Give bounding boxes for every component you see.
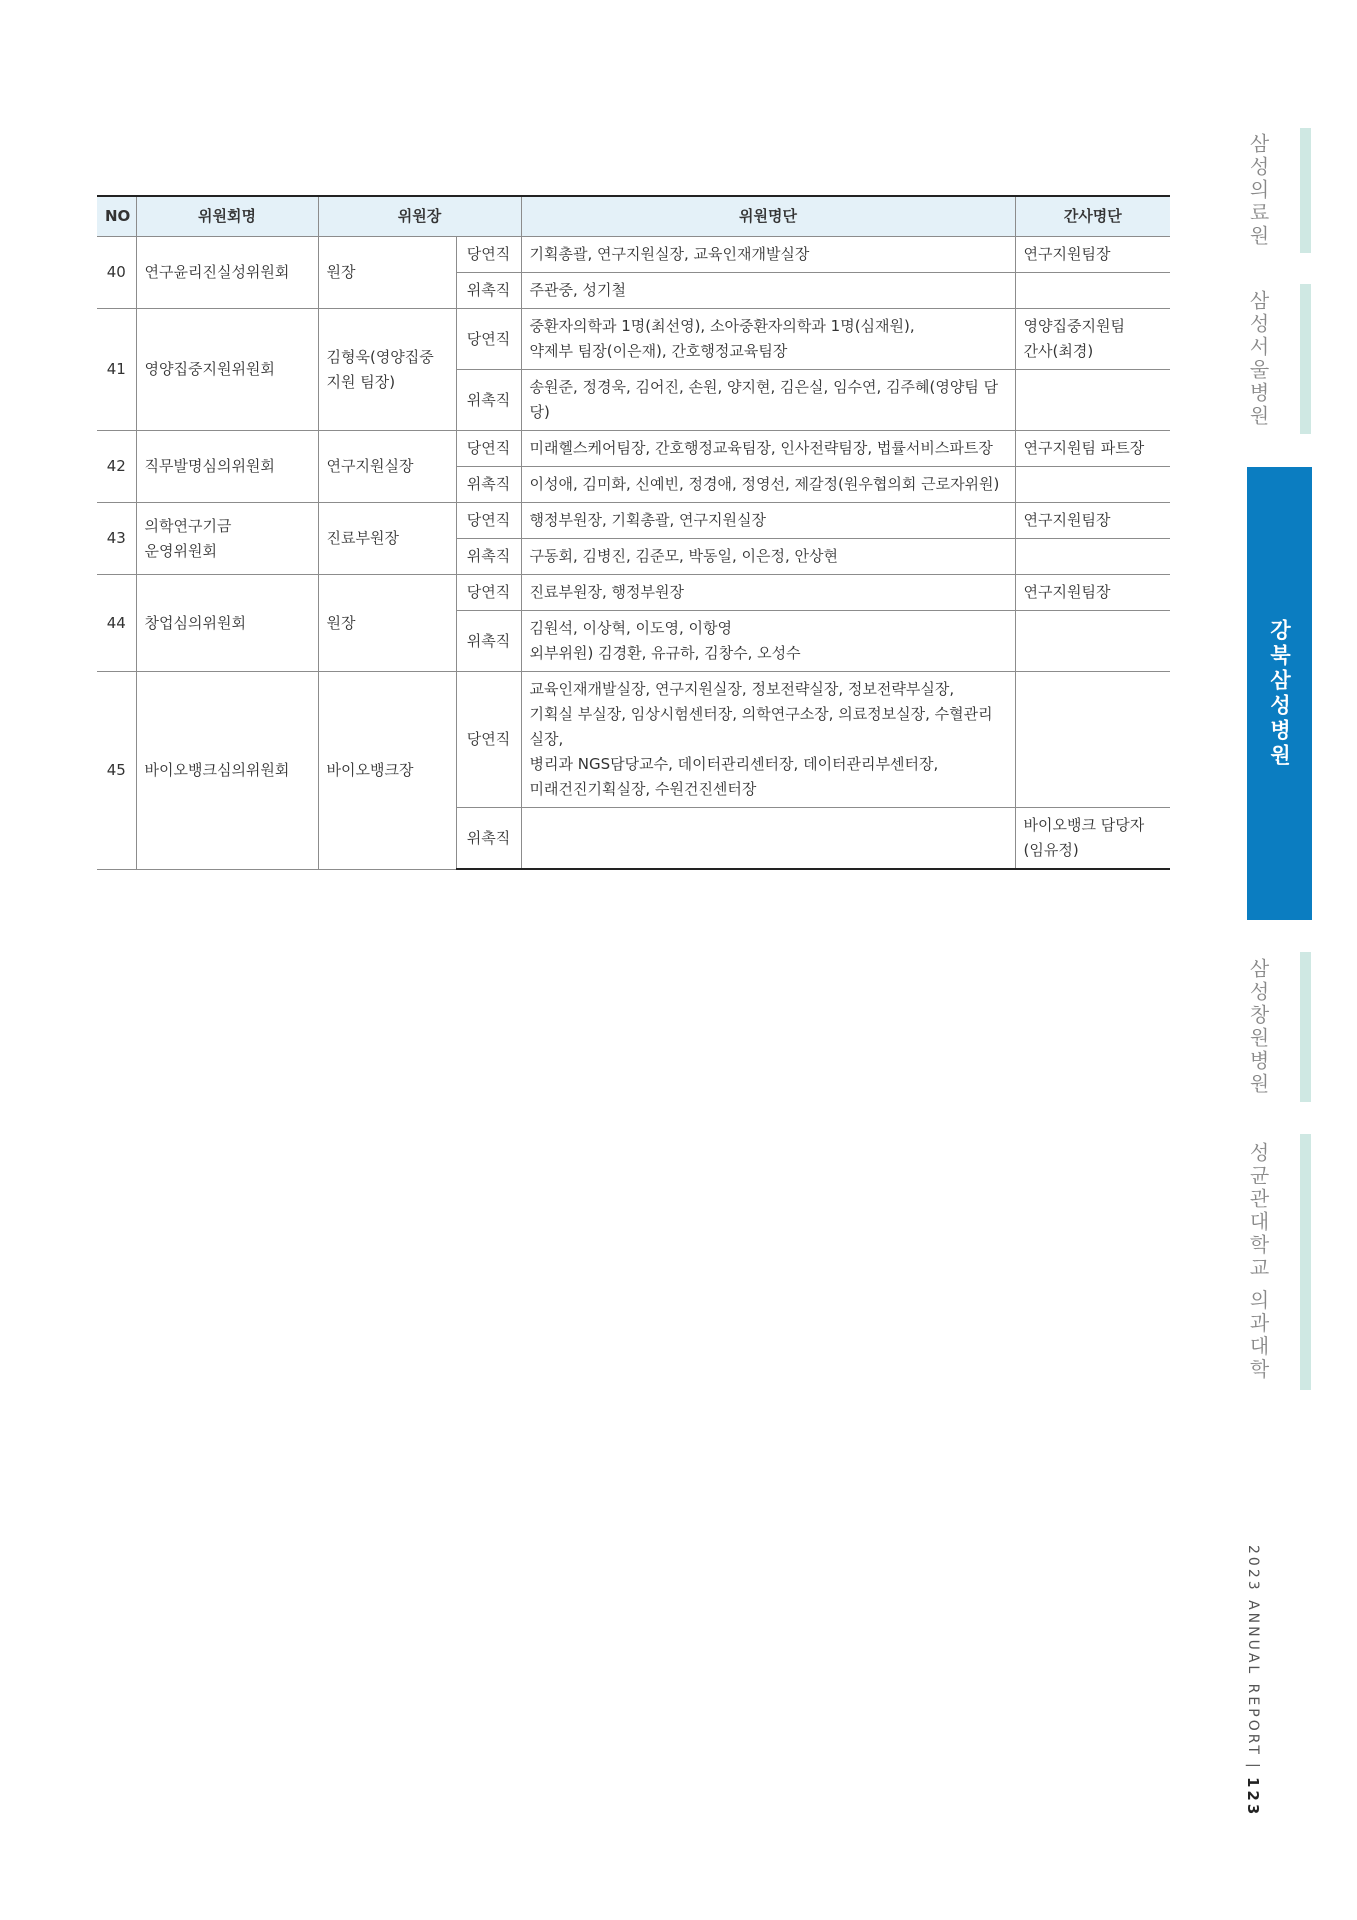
header-secretary: 간사명단 bbox=[1015, 196, 1170, 237]
member-type: 당연직 bbox=[456, 503, 521, 539]
secretary bbox=[1015, 370, 1170, 431]
member-type: 당연직 bbox=[456, 237, 521, 273]
committee-chair: 김형욱(영양집중 지원 팀장) bbox=[318, 309, 456, 431]
tab-label: 삼성창원병원 bbox=[1246, 958, 1270, 1096]
tab-samsung-seoul-hospital[interactable] bbox=[1233, 284, 1273, 434]
tab-indicator bbox=[1300, 1134, 1311, 1390]
member-list: 중환자의학과 1명(최선영), 소아중환자의학과 1명(심재원), 약제부 팀장(이은재), 간호행정교육팀장 bbox=[521, 309, 1015, 370]
secretary: 연구지원팀 파트장 bbox=[1015, 431, 1170, 467]
member-type: 당연직 bbox=[456, 431, 521, 467]
committee-chair: 원장 bbox=[318, 575, 456, 672]
member-list: 미래헬스케어팀장, 간호행정교육팀장, 인사전략팀장, 법률서비스파트장 bbox=[521, 431, 1015, 467]
secretary: 영양집중지원팀 간사(최경) bbox=[1015, 309, 1170, 370]
page-number: 123 bbox=[1244, 1776, 1262, 1818]
member-list: 기획총괄, 연구지원실장, 교육인재개발실장 bbox=[521, 237, 1015, 273]
table-row bbox=[97, 431, 1170, 467]
member-list: 교육인재개발실장, 연구지원실장, 정보전략실장, 정보전략부실장, 기획실 부실장, 임상시험센터장, 의학연구소장, 의료정보실장, 수혈관리실장, 병리과 NGS담당교수, 데이터관리센터장, 데이터관리부센터장, 미래건진기획실장, 수원건진센터장 bbox=[521, 672, 1015, 808]
committee-chair: 원장 bbox=[318, 237, 456, 309]
secretary: 연구지원팀장 bbox=[1015, 503, 1170, 539]
committee-no: 41 bbox=[97, 309, 136, 431]
tab-indicator bbox=[1300, 952, 1311, 1102]
tab-label: 강북삼성병원 bbox=[1267, 618, 1292, 769]
secretary bbox=[1015, 467, 1170, 503]
member-list: 이성애, 김미화, 신예빈, 정경애, 정영선, 제갈정(원우협의회 근로자위원) bbox=[521, 467, 1015, 503]
member-type: 위촉직 bbox=[456, 539, 521, 575]
committee-name: 직무발명심의위원회 bbox=[136, 431, 318, 503]
committee-chair: 바이오뱅크장 bbox=[318, 672, 456, 870]
committee-chair: 연구지원실장 bbox=[318, 431, 456, 503]
secretary bbox=[1015, 539, 1170, 575]
member-type: 당연직 bbox=[456, 575, 521, 611]
member-list: 송원준, 정경욱, 김어진, 손원, 양지현, 김은실, 임수연, 김주혜(영양팀 담당) bbox=[521, 370, 1015, 431]
member-type: 위촉직 bbox=[456, 808, 521, 870]
member-type: 당연직 bbox=[456, 672, 521, 808]
member-list: 김원석, 이상혁, 이도영, 이항영 외부위원) 김경환, 유규하, 김창수, 오성수 bbox=[521, 611, 1015, 672]
tab-samsung-medical-center[interactable] bbox=[1233, 128, 1273, 253]
member-type: 당연직 bbox=[456, 309, 521, 370]
member-list: 행정부원장, 기획총괄, 연구지원실장 bbox=[521, 503, 1015, 539]
member-list: 진료부원장, 행정부원장 bbox=[521, 575, 1015, 611]
table-row bbox=[97, 672, 1170, 808]
member-list bbox=[521, 808, 1015, 870]
member-list: 구동회, 김병진, 김준모, 박동일, 이은정, 안상현 bbox=[521, 539, 1015, 575]
member-type: 위촉직 bbox=[456, 370, 521, 431]
table-row bbox=[97, 503, 1170, 539]
table-row bbox=[97, 575, 1170, 611]
committee-name: 의학연구기금 운영위원회 bbox=[136, 503, 318, 575]
footer-separator: | bbox=[1245, 1762, 1261, 1771]
member-type: 위촉직 bbox=[456, 273, 521, 309]
tab-label: 성균관대학교 의과대학 bbox=[1246, 1142, 1270, 1382]
committee-name: 연구윤리진실성위원회 bbox=[136, 237, 318, 309]
header-chair: 위원장 bbox=[318, 196, 521, 237]
secretary: 연구지원팀장 bbox=[1015, 237, 1170, 273]
header-committee-name: 위원회명 bbox=[136, 196, 318, 237]
committee-chair: 진료부원장 bbox=[318, 503, 456, 575]
secretary bbox=[1015, 611, 1170, 672]
page-footer bbox=[1233, 1545, 1273, 1817]
committee-name: 영양집중지원위원회 bbox=[136, 309, 318, 431]
report-title: 2023 ANNUAL REPORT bbox=[1245, 1545, 1261, 1757]
committee-no: 45 bbox=[97, 672, 136, 870]
secretary bbox=[1015, 672, 1170, 808]
tab-kangbuk-samsung-hospital[interactable] bbox=[1247, 467, 1312, 920]
member-type: 위촉직 bbox=[456, 467, 521, 503]
secretary: 바이오뱅크 담당자 (임유정) bbox=[1015, 808, 1170, 870]
committee-no: 44 bbox=[97, 575, 136, 672]
committee-no: 40 bbox=[97, 237, 136, 309]
table-row bbox=[97, 237, 1170, 273]
tab-label: 삼성서울병원 bbox=[1246, 290, 1270, 428]
tab-samsung-changwon-hospital[interactable] bbox=[1233, 952, 1273, 1102]
table-row bbox=[97, 309, 1170, 370]
secretary bbox=[1015, 273, 1170, 309]
tab-label: 삼성의료원 bbox=[1246, 133, 1270, 248]
member-list: 주관중, 성기철 bbox=[521, 273, 1015, 309]
header-row bbox=[97, 196, 1170, 237]
member-type: 위촉직 bbox=[456, 611, 521, 672]
tab-skku-medical-school[interactable] bbox=[1233, 1134, 1273, 1390]
committee-no: 42 bbox=[97, 431, 136, 503]
secretary: 연구지원팀장 bbox=[1015, 575, 1170, 611]
tab-indicator bbox=[1300, 128, 1311, 253]
header-members: 위원명단 bbox=[521, 196, 1015, 237]
committee-name: 바이오뱅크심의위원회 bbox=[136, 672, 318, 870]
committee-no: 43 bbox=[97, 503, 136, 575]
committee-table bbox=[97, 195, 1170, 870]
tab-indicator bbox=[1300, 284, 1311, 434]
header-no: NO bbox=[97, 196, 136, 237]
committee-name: 창업심의위원회 bbox=[136, 575, 318, 672]
